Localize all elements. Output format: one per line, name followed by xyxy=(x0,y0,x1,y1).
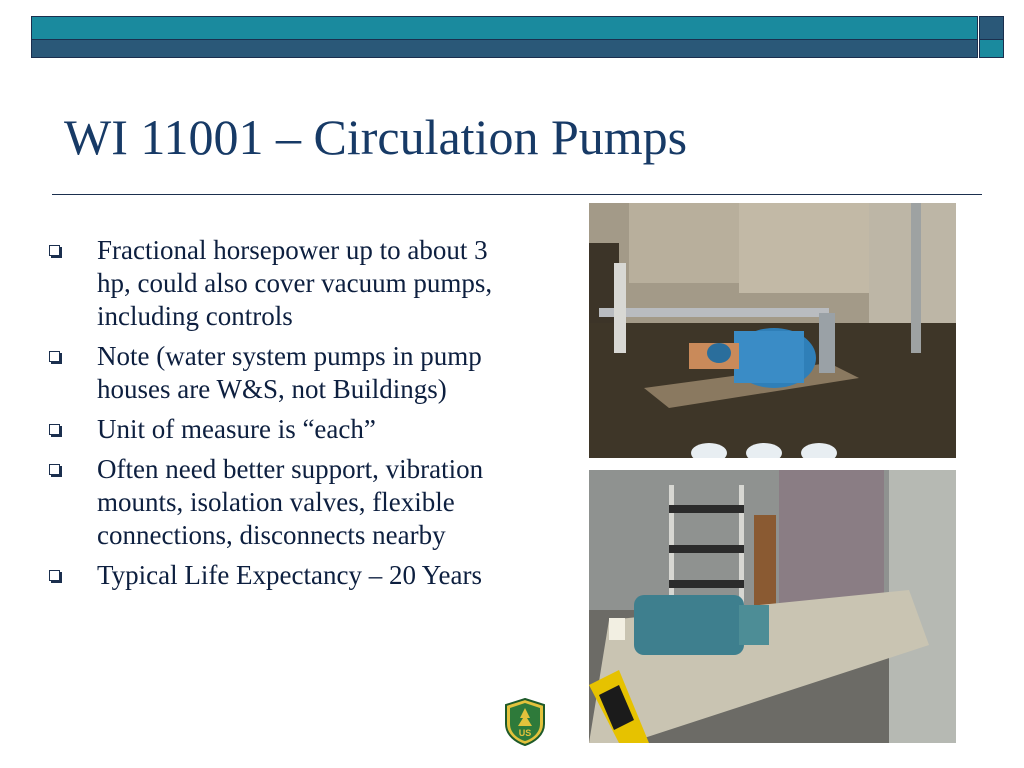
pump-pit-photo xyxy=(589,203,956,458)
header-banner-top xyxy=(31,16,978,40)
checkbox-bullet-icon xyxy=(49,570,60,581)
title-divider xyxy=(52,194,982,195)
bullet-text: Often need better support, vibration mounts, isolation valves, flexible connections, disconnects nearby xyxy=(97,454,484,550)
bullet-item xyxy=(40,234,520,333)
slide-title: WI 11001 – Circulation Pumps xyxy=(64,109,688,165)
bullet-text: Fractional horsepower up to about 3 hp, could also cover vacuum pumps, including controls xyxy=(97,235,493,331)
header-corner-block-top xyxy=(979,16,1004,40)
checkbox-bullet-icon xyxy=(49,424,60,435)
bullet-text: Note (water system pumps in pump houses are W&S, not Buildings) xyxy=(97,341,482,404)
bullet-text: Typical Life Expectancy – 20 Years xyxy=(97,560,482,590)
checkbox-bullet-icon xyxy=(49,245,60,256)
pump-tank-photo xyxy=(589,470,956,743)
bullet-item xyxy=(40,413,520,446)
bullet-item xyxy=(40,559,520,592)
bullet-text: Unit of measure is “each” xyxy=(97,414,376,444)
header-banner-bottom xyxy=(31,40,978,58)
forest-service-shield-logo xyxy=(504,698,546,746)
header-corner-block-bottom xyxy=(979,40,1004,58)
logo-lettering: US xyxy=(518,728,532,738)
bullet-item xyxy=(40,340,520,406)
bullet-item xyxy=(40,453,520,552)
bullet-list xyxy=(40,234,520,599)
checkbox-bullet-icon xyxy=(49,351,60,362)
checkbox-bullet-icon xyxy=(49,464,60,475)
